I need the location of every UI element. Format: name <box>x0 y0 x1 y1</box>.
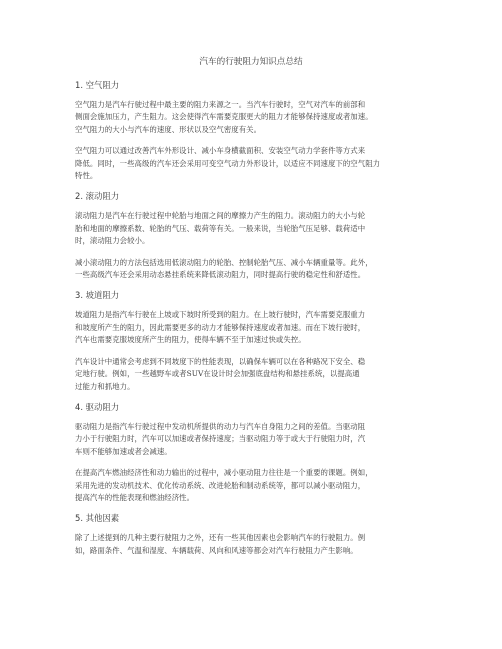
text-line: 采用先进的发动机技术、优化传动系统、改进轮胎和制动系统等，都可以减小驱动阻力， <box>75 480 366 490</box>
section-heading: 2. 滚动阻力 <box>75 191 120 202</box>
text-line: 时，滚动阻力会较小。 <box>75 236 150 246</box>
paragraph <box>75 210 435 247</box>
paragraph <box>75 145 435 182</box>
text-line: 降低。同时，一些高级的汽车还会采用可变空气动力外形设计，以适应不同速度下的空气阻力 <box>75 158 381 168</box>
text-line: 胎和地面的摩擦系数、轮胎的气压、载荷等有关。一般来说，当轮胎气压足够、载荷适中 <box>75 223 366 233</box>
paragraph <box>75 421 435 458</box>
document-title: 汽车的行驶阻力知识点总结 <box>199 57 303 67</box>
text-line: 驱动阻力是指汽车行驶过程中发动机所提供的动力与汽车自身阻力之间的差值。当驱动阻 <box>75 421 366 431</box>
section-3 <box>75 290 435 392</box>
section-heading: 4. 驱动阻力 <box>75 401 120 412</box>
text-line: 空气阻力的大小与汽车的速度、形状以及空气密度有关。 <box>75 124 262 134</box>
text-line: 一些高级汽车还会采用动态悬挂系统来降低滚动阻力，同时提高行驶的稳定性和舒适性。 <box>75 270 366 280</box>
text-line: 如，路面条件、气温和湿度、车辆载荷、风向和风速等都会对汽车行驶阻力产生影响。 <box>75 545 358 555</box>
text-line: 车则不能够加速或者会减速。 <box>75 446 172 456</box>
text-line: 定地行驶。例如，一些越野车或者SUV在设计时会加强底盘结构和悬挂系统，以提高通 <box>75 369 360 379</box>
section-heading: 1. 空气阻力 <box>75 80 120 90</box>
paragraph <box>75 467 435 504</box>
text-line: 坡道阻力是指汽车行驶在上坡或下坡时所受到的阻力。在上坡行驶时，汽车需要克服重力 <box>75 310 366 320</box>
text-line: 和坡度所产生的阻力，因此需要更多的动力才能够保持速度或者加速。而在下坡行驶时， <box>75 322 366 332</box>
text-line: 在提高汽车燃油经济性和动力输出的过程中，减小驱动阻力往往是一个重要的课题。例如， <box>75 468 373 478</box>
text-line: 滚动阻力是汽车在行驶过程中轮胎与地面之间的摩擦力产生的阻力。滚动阻力的大小与轮 <box>75 211 366 221</box>
text-line: 空气阻力是汽车行驶过程中最主要的阻力来源之一。当汽车行驶时，空气对汽车的前部和 <box>75 100 366 109</box>
text-line: 侧面会施加压力，产生阻力。这会使得汽车需要克服更大的阻力才能够保持速度或者加速。 <box>75 112 373 122</box>
section-1 <box>75 80 435 182</box>
section-5 <box>75 513 435 557</box>
text-line: 汽车也需要克服坡度所产生的阻力，使得车辆不至于加速过快或失控。 <box>75 335 306 345</box>
text-line: 提高汽车的性能表现和燃油经济性。 <box>75 492 195 502</box>
paragraph <box>75 309 435 346</box>
section-heading: 3. 坡道阻力 <box>75 290 120 301</box>
paragraph <box>75 532 435 557</box>
paragraph <box>75 257 435 282</box>
text-line: 汽车设计中通常会考虑到不同坡度下的性能表现，以确保车辆可以在各种路况下安全、稳 <box>75 356 366 366</box>
paragraph <box>75 99 435 136</box>
text-line: 减小滚动阻力的方法包括选用低滚动阻力的轮胎、控制轮胎气压、减小车辆重量等。此外， <box>75 257 373 267</box>
paragraph <box>75 356 435 393</box>
text-line: 除了上述提到的几种主要行驶阻力之外，还有一些其他因素也会影响汽车的行驶阻力。例 <box>75 533 366 543</box>
section-2 <box>75 191 435 281</box>
text-line: 空气阻力可以通过改善汽车外形设计、减小车身横截面积、安装空气动力学套件等方式来 <box>75 146 366 156</box>
document-body <box>75 80 435 566</box>
text-line: 过能力和抓地力。 <box>75 381 135 391</box>
text-line: 特性。 <box>75 171 98 181</box>
section-4 <box>75 402 435 504</box>
text-line: 力小于行驶阻力时，汽车可以加速或者保持速度；当驱动阻力等于或大于行驶阻力时，汽 <box>75 434 366 444</box>
section-heading: 5. 其他因素 <box>75 513 120 524</box>
